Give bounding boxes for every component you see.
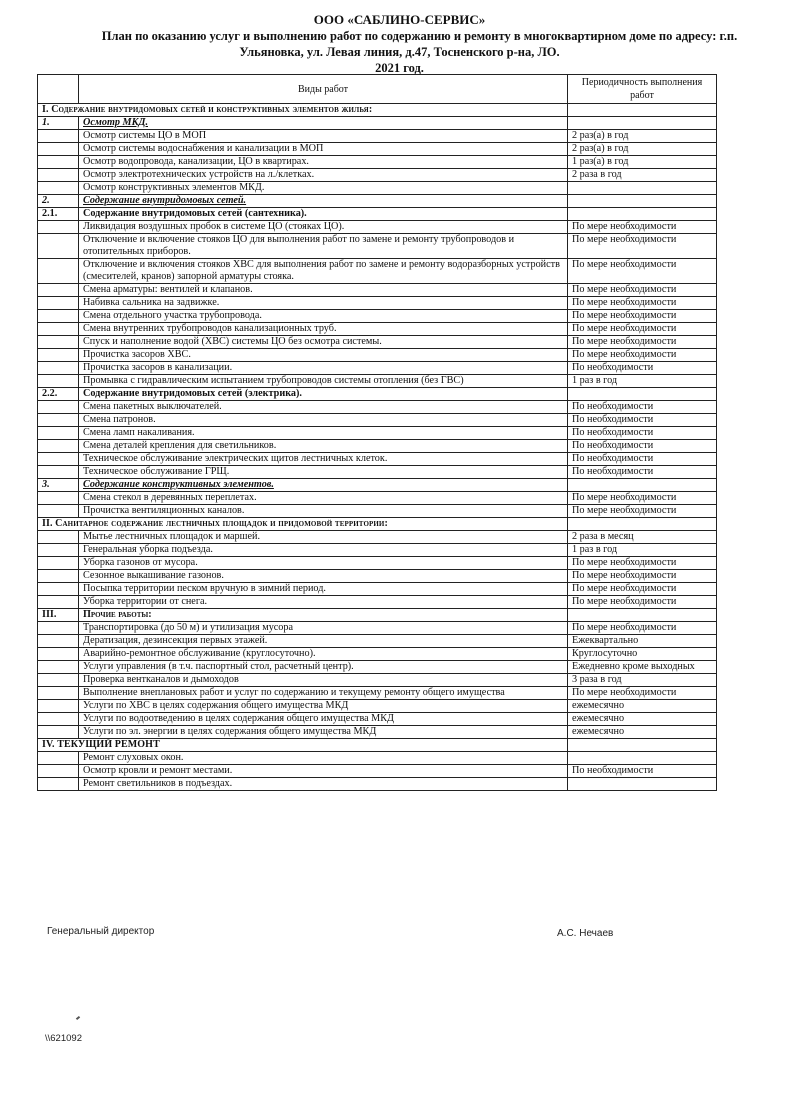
- table-row: [38, 388, 717, 401]
- work-cell: Ликвидация воздушных пробок в системе ЦО (стояках ЦО).: [79, 221, 568, 234]
- row-number: [38, 401, 79, 414]
- period-cell: По мере необходимости: [568, 259, 717, 284]
- period-cell: По мере необходимости: [568, 284, 717, 297]
- work-cell: Осмотр системы водоснабжения и канализации в МОП: [79, 143, 568, 156]
- period-cell: 1 раз(а) в год: [568, 156, 717, 169]
- period-cell: По необходимости: [568, 453, 717, 466]
- work-cell: Смена патронов.: [79, 414, 568, 427]
- work-cell: Смена деталей крепления для светильников.: [79, 440, 568, 453]
- work-cell: Смена пакетных выключателей.: [79, 401, 568, 414]
- table-header-row: [38, 75, 717, 104]
- row-number: [38, 453, 79, 466]
- table-row: [38, 648, 717, 661]
- subsection-title: Содержание конструктивных элементов.: [79, 479, 568, 492]
- row-number: [38, 349, 79, 362]
- work-cell: Осмотр электротехнических устройств на л./клетках.: [79, 169, 568, 182]
- row-number: 1.: [38, 117, 79, 130]
- row-number: [38, 466, 79, 479]
- section-title: I. Содержание внутридомовых сетей и конструктивных элементов жилья:: [38, 104, 568, 117]
- scan-mark: [76, 1016, 80, 1020]
- row-number: [38, 336, 79, 349]
- table-row: [38, 661, 717, 674]
- row-number: [38, 323, 79, 336]
- row-number: [38, 570, 79, 583]
- work-cell: Смена внутренних трубопроводов канализационных труб.: [79, 323, 568, 336]
- period-cell: 2 раза в месяц: [568, 531, 717, 544]
- period-cell: Круглосуточно: [568, 648, 717, 661]
- table-row: [38, 518, 717, 531]
- table-row: [38, 182, 717, 195]
- row-number: [38, 440, 79, 453]
- table-row: [38, 427, 717, 440]
- period-cell: По мере необходимости: [568, 221, 717, 234]
- table-row: [38, 401, 717, 414]
- work-cell: Спуск и наполнение водой (ХВС) системы ЦО без осмотра системы.: [79, 336, 568, 349]
- document-id: \\621092: [45, 1033, 82, 1044]
- row-number: [38, 778, 79, 791]
- row-number: [38, 583, 79, 596]
- work-cell: Отключение и включение стояков ЦО для выполнения работ по замене и ремонту трубопроводов и отопительных приборов.: [79, 234, 568, 259]
- table-row: [38, 739, 717, 752]
- row-number: [38, 143, 79, 156]
- period-cell: По необходимости: [568, 765, 717, 778]
- period-cell: По мере необходимости: [568, 557, 717, 570]
- table-row: [38, 765, 717, 778]
- plan-title: План по оказанию услуг и выполнению работ по содержанию и ремонту в многоквартирном доме по адресу: г.п.: [101, 29, 738, 43]
- period-cell: [568, 609, 717, 622]
- period-cell: [568, 117, 717, 130]
- period-cell: [568, 388, 717, 401]
- signer-position: Генеральный директор: [47, 926, 155, 937]
- section-title: IV. ТЕКУЩИЙ РЕМОНТ: [38, 739, 568, 752]
- period-cell: [568, 752, 717, 765]
- work-cell: Техническое обслуживание электрических щитов лестничных клеток.: [79, 453, 568, 466]
- table-row: [38, 557, 717, 570]
- row-number: 2.1.: [38, 208, 79, 221]
- table-row: [38, 259, 717, 284]
- work-cell: Сезонное выкашивание газонов.: [79, 570, 568, 583]
- work-cell: Осмотр конструктивных элементов МКД.: [79, 182, 568, 195]
- works-table: [37, 74, 717, 791]
- work-cell: Смена стекол в деревянных переплетах.: [79, 492, 568, 505]
- row-number: [38, 310, 79, 323]
- table-row: [38, 104, 717, 117]
- table-row: [38, 531, 717, 544]
- work-cell: Смена отдельного участка трубопровода.: [79, 310, 568, 323]
- period-cell: 2 раза в год: [568, 169, 717, 182]
- work-cell: Прочистка вентиляционных каналов.: [79, 505, 568, 518]
- period-cell: [568, 195, 717, 208]
- row-number: [38, 156, 79, 169]
- table-row: [38, 609, 717, 622]
- table-row: [38, 156, 717, 169]
- row-number: [38, 635, 79, 648]
- table-row: [38, 375, 717, 388]
- row-number: [38, 648, 79, 661]
- table-row: [38, 700, 717, 713]
- table-row: [38, 221, 717, 234]
- work-cell: Смена арматуры: вентилей и клапанов.: [79, 284, 568, 297]
- row-number: [38, 182, 79, 195]
- section-title: II. Санитарное содержание лестничных площадок и придомовой территории:: [38, 518, 568, 531]
- table-row: [38, 414, 717, 427]
- period-cell: ежемесячно: [568, 700, 717, 713]
- subsection-title: Содержание внутридомовых сетей (сантехника).: [79, 208, 568, 221]
- table-row: [38, 234, 717, 259]
- work-cell: Дератизация, дезинсекция первых этажей.: [79, 635, 568, 648]
- work-cell: Услуги управления (в т.ч. паспортный стол, расчетный центр).: [79, 661, 568, 674]
- work-cell: Прочистка засоров ХВС.: [79, 349, 568, 362]
- table-row: [38, 544, 717, 557]
- row-number: [38, 622, 79, 635]
- work-cell: Отключение и включения стояков ХВС для выполнения работ по замене и ремонту водоразборных устройств (смесителей, кранов) запорной арматуры стояка.: [79, 259, 568, 284]
- row-number: [38, 544, 79, 557]
- table-row: [38, 505, 717, 518]
- period-cell: По мере необходимости: [568, 492, 717, 505]
- table-row: [38, 674, 717, 687]
- work-cell: Ремонт слуховых окон.: [79, 752, 568, 765]
- table-row: [38, 284, 717, 297]
- row-number: [38, 375, 79, 388]
- row-number: [38, 221, 79, 234]
- row-number: [38, 687, 79, 700]
- period-cell: По мере необходимости: [568, 323, 717, 336]
- work-cell: Осмотр водопровода, канализации, ЦО в квартирах.: [79, 156, 568, 169]
- row-number: [38, 130, 79, 143]
- work-cell: Генеральная уборка подъезда.: [79, 544, 568, 557]
- table-row: [38, 570, 717, 583]
- period-cell: По мере необходимости: [568, 583, 717, 596]
- period-cell: [568, 739, 717, 752]
- work-cell: Смена ламп накаливания.: [79, 427, 568, 440]
- period-cell: ежемесячно: [568, 713, 717, 726]
- table-row: [38, 726, 717, 739]
- row-number: [38, 362, 79, 375]
- row-number: [38, 169, 79, 182]
- work-cell: Услуги по эл. энергии в целях содержания общего имущества МКД: [79, 726, 568, 739]
- period-cell: По необходимости: [568, 440, 717, 453]
- table-row: [38, 323, 717, 336]
- period-cell: По необходимости: [568, 401, 717, 414]
- work-cell: Услуги по водоотведению в целях содержания общего имущества МКД: [79, 713, 568, 726]
- period-cell: [568, 208, 717, 221]
- table-row: [38, 635, 717, 648]
- period-cell: 1 раз в год: [568, 544, 717, 557]
- period-cell: Ежеквартально: [568, 635, 717, 648]
- row-number: 2.2.: [38, 388, 79, 401]
- table-row: [38, 492, 717, 505]
- row-number: [38, 492, 79, 505]
- period-cell: По мере необходимости: [568, 336, 717, 349]
- row-number: III.: [38, 609, 79, 622]
- table-row: [38, 596, 717, 609]
- row-number: 3.: [38, 479, 79, 492]
- work-cell: Техническое обслуживание ГРЩ.: [79, 466, 568, 479]
- subsection-title: Прочие работы:: [79, 609, 568, 622]
- period-cell: По мере необходимости: [568, 687, 717, 700]
- table-row: [38, 466, 717, 479]
- work-cell: Мытье лестничных площадок и маршей.: [79, 531, 568, 544]
- period-cell: 2 раз(а) в год: [568, 143, 717, 156]
- work-cell: Осмотр системы ЦО в МОП: [79, 130, 568, 143]
- row-number: [38, 700, 79, 713]
- period-cell: По мере необходимости: [568, 570, 717, 583]
- work-cell: Промывка с гидравлическим испытанием трубопроводов системы отопления (без ГВС): [79, 375, 568, 388]
- work-cell: Посыпка территории песком вручную в зимний период.: [79, 583, 568, 596]
- work-cell: Прочистка засоров в канализации.: [79, 362, 568, 375]
- table-row: [38, 583, 717, 596]
- period-cell: По необходимости: [568, 466, 717, 479]
- period-cell: По мере необходимости: [568, 622, 717, 635]
- table-row: [38, 310, 717, 323]
- work-cell: Транспортировка (до 50 м) и утилизация мусора: [79, 622, 568, 635]
- period-cell: Ежедневно кроме выходных: [568, 661, 717, 674]
- plan-address: Ульяновка, ул. Левая линия, д.47, Тосненского р-на, ЛО.: [239, 45, 560, 59]
- period-cell: По мере необходимости: [568, 234, 717, 259]
- row-number: [38, 674, 79, 687]
- period-cell: [568, 778, 717, 791]
- period-cell: [568, 479, 717, 492]
- num-header: [38, 75, 79, 104]
- table-row: [38, 130, 717, 143]
- table-row: [38, 778, 717, 791]
- period-cell: По необходимости: [568, 427, 717, 440]
- table-row: [38, 362, 717, 375]
- subsection-title: Осмотр МКД.: [79, 117, 568, 130]
- period-cell: [568, 182, 717, 195]
- period-cell: По необходимости: [568, 362, 717, 375]
- work-cell: Уборка газонов от мусора.: [79, 557, 568, 570]
- period-cell: [568, 518, 717, 531]
- row-number: [38, 427, 79, 440]
- row-number: [38, 284, 79, 297]
- work-cell: Выполнение внеплановых работ и услуг по содержанию и текущему ремонту общего имущества: [79, 687, 568, 700]
- work-cell: Ремонт светильников в подъездах.: [79, 778, 568, 791]
- row-number: [38, 713, 79, 726]
- work-cell: Набивка сальника на задвижке.: [79, 297, 568, 310]
- table-row: [38, 440, 717, 453]
- work-cell: Аварийно-ремонтное обслуживание (круглосуточно).: [79, 648, 568, 661]
- works-column-header: Виды работ: [79, 75, 568, 104]
- table-row: [38, 687, 717, 700]
- plan-year: 2021 год.: [375, 61, 424, 75]
- signer-name: А.С. Нечаев: [557, 928, 614, 939]
- table-row: [38, 169, 717, 182]
- row-number: 2.: [38, 195, 79, 208]
- period-cell: 3 раза в год: [568, 674, 717, 687]
- table-row: [38, 713, 717, 726]
- table-row: [38, 622, 717, 635]
- period-column-header: Периодичность выполнения работ: [568, 75, 717, 104]
- row-number: [38, 726, 79, 739]
- row-number: [38, 297, 79, 310]
- period-cell: По мере необходимости: [568, 505, 717, 518]
- row-number: [38, 596, 79, 609]
- document-header: [0, 12, 799, 76]
- work-cell: Осмотр кровли и ремонт местами.: [79, 765, 568, 778]
- period-cell: [568, 104, 717, 117]
- period-cell: 2 раз(а) в год: [568, 130, 717, 143]
- work-cell: Уборка территории от снега.: [79, 596, 568, 609]
- table-row: [38, 143, 717, 156]
- table-body: [38, 104, 717, 791]
- row-number: [38, 765, 79, 778]
- period-cell: По необходимости: [568, 414, 717, 427]
- work-cell: Услуги по ХВС в целях содержания общего имущества МКД: [79, 700, 568, 713]
- row-number: [38, 661, 79, 674]
- table-row: [38, 297, 717, 310]
- table-row: [38, 117, 717, 130]
- row-number: [38, 557, 79, 570]
- row-number: [38, 414, 79, 427]
- row-number: [38, 531, 79, 544]
- work-cell: Проверка вентканалов и дымоходов: [79, 674, 568, 687]
- table-row: [38, 208, 717, 221]
- period-cell: По мере необходимости: [568, 310, 717, 323]
- period-cell: 1 раз в год: [568, 375, 717, 388]
- period-cell: По мере необходимости: [568, 596, 717, 609]
- table-row: [38, 453, 717, 466]
- row-number: [38, 259, 79, 284]
- subsection-title: Содержание внутридомовых сетей (электрика).: [79, 388, 568, 401]
- period-cell: По мере необходимости: [568, 349, 717, 362]
- subsection-title: Содержание внутридомовых сетей.: [79, 195, 568, 208]
- table-row: [38, 336, 717, 349]
- table-row: [38, 752, 717, 765]
- period-cell: По мере необходимости: [568, 297, 717, 310]
- period-cell: ежемесячно: [568, 726, 717, 739]
- table-row: [38, 349, 717, 362]
- row-number: [38, 505, 79, 518]
- row-number: [38, 752, 79, 765]
- row-number: [38, 234, 79, 259]
- company-name: ООО «САБЛИНО-СЕРВИС»: [313, 12, 486, 27]
- table-row: [38, 195, 717, 208]
- table-row: [38, 479, 717, 492]
